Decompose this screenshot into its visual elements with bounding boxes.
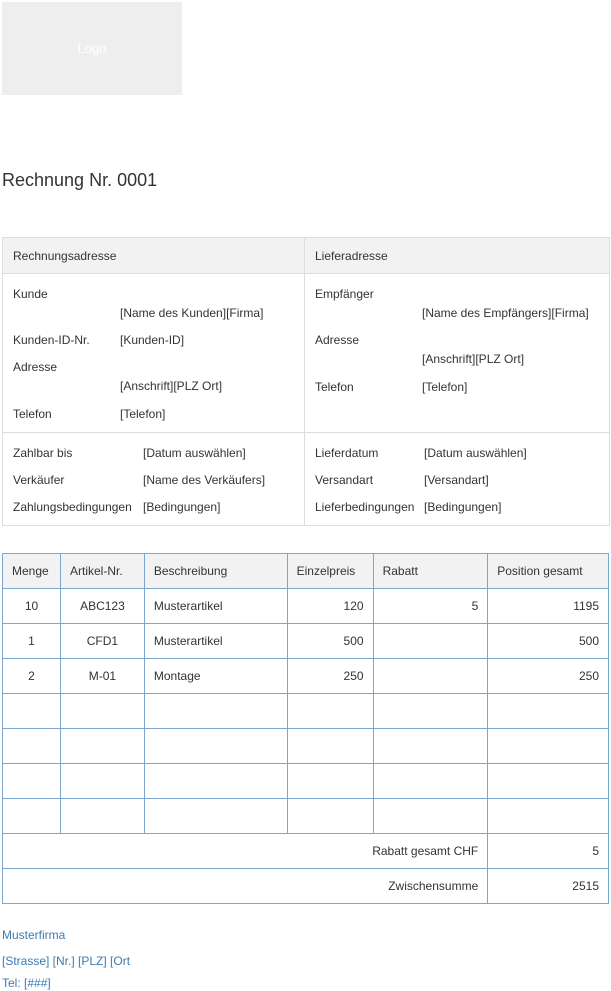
subtotal-row xyxy=(3,869,609,904)
delivery-date-value[interactable]: [Datum auswählen] xyxy=(424,446,527,460)
billing-address xyxy=(3,274,305,432)
customer-label: Kunde xyxy=(13,287,48,301)
company-logo: Logo xyxy=(2,2,182,95)
cell-description xyxy=(144,729,287,764)
due-date-label: Zahlbar bis xyxy=(13,446,73,460)
header-unit-price: Einzelpreis xyxy=(287,554,373,589)
cell-discount xyxy=(373,799,488,834)
header-discount: Rabatt xyxy=(373,554,488,589)
payment-terms xyxy=(3,433,305,525)
cell-line-total: 1195 xyxy=(488,589,609,624)
subtotal-label: Zwischensumme xyxy=(3,869,488,904)
table-row xyxy=(3,799,609,834)
footer-address: [Strasse] [Nr.] [PLZ] [Ort xyxy=(2,954,131,968)
table-row xyxy=(3,729,609,764)
header-line-total: Position gesamt xyxy=(488,554,609,589)
header-description: Beschreibung xyxy=(144,554,287,589)
customer-value: [Name des Kunden][Firma] xyxy=(120,306,264,320)
cell-quantity xyxy=(3,764,61,799)
shipping-phone-value: [Telefon] xyxy=(422,380,468,394)
discount-total-value: 5 xyxy=(488,834,609,869)
cell-discount xyxy=(373,729,488,764)
customer-id-value: [Kunden-ID] xyxy=(120,333,185,347)
cell-quantity xyxy=(3,799,61,834)
delivery-terms-label: Lieferbedingungen xyxy=(315,500,415,514)
address-details-row xyxy=(3,274,609,433)
billing-phone-label: Telefon xyxy=(13,407,52,421)
cell-discount xyxy=(373,694,488,729)
cell-article-number: CFD1 xyxy=(60,624,144,659)
cell-quantity xyxy=(3,694,61,729)
shipping-method-label: Versandart xyxy=(315,473,374,487)
billing-phone-value: [Telefon] xyxy=(120,407,166,421)
cell-article-number xyxy=(60,799,144,834)
seller-value: [Name des Verkäufers] xyxy=(143,473,266,487)
cell-quantity: 2 xyxy=(3,659,61,694)
table-row xyxy=(3,589,609,624)
table-header-row xyxy=(3,554,609,589)
line-items-table xyxy=(2,553,609,904)
recipient-label: Empfänger xyxy=(315,287,374,301)
recipient-value: [Name des Empfängers][Firma] xyxy=(422,306,589,320)
cell-article-number xyxy=(60,764,144,799)
cell-article-number: M-01 xyxy=(60,659,144,694)
cell-quantity: 10 xyxy=(3,589,61,624)
shipping-address-value: [Anschrift][PLZ Ort] xyxy=(422,352,525,366)
cell-description: Montage xyxy=(144,659,287,694)
table-row xyxy=(3,694,609,729)
cell-description xyxy=(144,694,287,729)
table-row xyxy=(3,764,609,799)
cell-unit-price xyxy=(287,764,373,799)
seller-label: Verkäufer xyxy=(13,473,65,487)
cell-description: Musterartikel xyxy=(144,589,287,624)
cell-line-total xyxy=(488,764,609,799)
table-row xyxy=(3,624,609,659)
footer-phone: Tel: [###] xyxy=(2,976,51,990)
cell-unit-price xyxy=(287,729,373,764)
cell-discount xyxy=(373,624,488,659)
cell-unit-price xyxy=(287,799,373,834)
cell-line-total xyxy=(488,729,609,764)
cell-unit-price: 500 xyxy=(287,624,373,659)
table-row xyxy=(3,659,609,694)
header-quantity: Menge xyxy=(3,554,61,589)
billing-address-heading: Rechnungsadresse xyxy=(3,238,305,273)
payment-terms-value: [Bedingungen] xyxy=(143,500,221,514)
cell-article-number xyxy=(60,694,144,729)
subtotal-value: 2515 xyxy=(488,869,609,904)
cell-discount xyxy=(373,659,488,694)
cell-description: Musterartikel xyxy=(144,624,287,659)
cell-article-number xyxy=(60,729,144,764)
shipping-phone-label: Telefon xyxy=(315,380,354,394)
delivery-date-label: Lieferdatum xyxy=(315,446,379,460)
cell-discount xyxy=(373,764,488,799)
cell-quantity xyxy=(3,729,61,764)
cell-discount: 5 xyxy=(373,589,488,624)
footer-company: Musterfirma xyxy=(2,928,66,942)
cell-line-total xyxy=(488,799,609,834)
cell-unit-price: 250 xyxy=(287,659,373,694)
cell-article-number: ABC123 xyxy=(60,589,144,624)
terms-row xyxy=(3,433,609,525)
cell-line-total: 250 xyxy=(488,659,609,694)
cell-description xyxy=(144,799,287,834)
shipping-method-value: [Versandart] xyxy=(424,473,489,487)
delivery-terms-value: [Bedingungen] xyxy=(424,500,502,514)
customer-id-label: Kunden-ID-Nr. xyxy=(13,333,90,347)
header-article-number: Artikel-Nr. xyxy=(60,554,144,589)
cell-description xyxy=(144,764,287,799)
billing-address-label: Adresse xyxy=(13,360,58,374)
shipping-address-label: Adresse xyxy=(315,333,360,347)
address-block xyxy=(2,237,610,526)
shipping-address xyxy=(305,274,609,432)
cell-line-total xyxy=(488,694,609,729)
cell-unit-price xyxy=(287,694,373,729)
discount-total-row xyxy=(3,834,609,869)
discount-total-label: Rabatt gesamt CHF xyxy=(3,834,488,869)
cell-line-total: 500 xyxy=(488,624,609,659)
payment-terms-label: Zahlungsbedingungen xyxy=(13,500,132,514)
address-header xyxy=(3,238,609,274)
due-date-value[interactable]: [Datum auswählen] xyxy=(143,446,246,460)
cell-unit-price: 120 xyxy=(287,589,373,624)
cell-quantity: 1 xyxy=(3,624,61,659)
billing-address-value: [Anschrift][PLZ Ort] xyxy=(120,379,223,393)
invoice-title: Rechnung Nr. 0001 xyxy=(2,170,158,190)
delivery-terms xyxy=(305,433,609,525)
shipping-address-heading: Lieferadresse xyxy=(315,249,388,263)
